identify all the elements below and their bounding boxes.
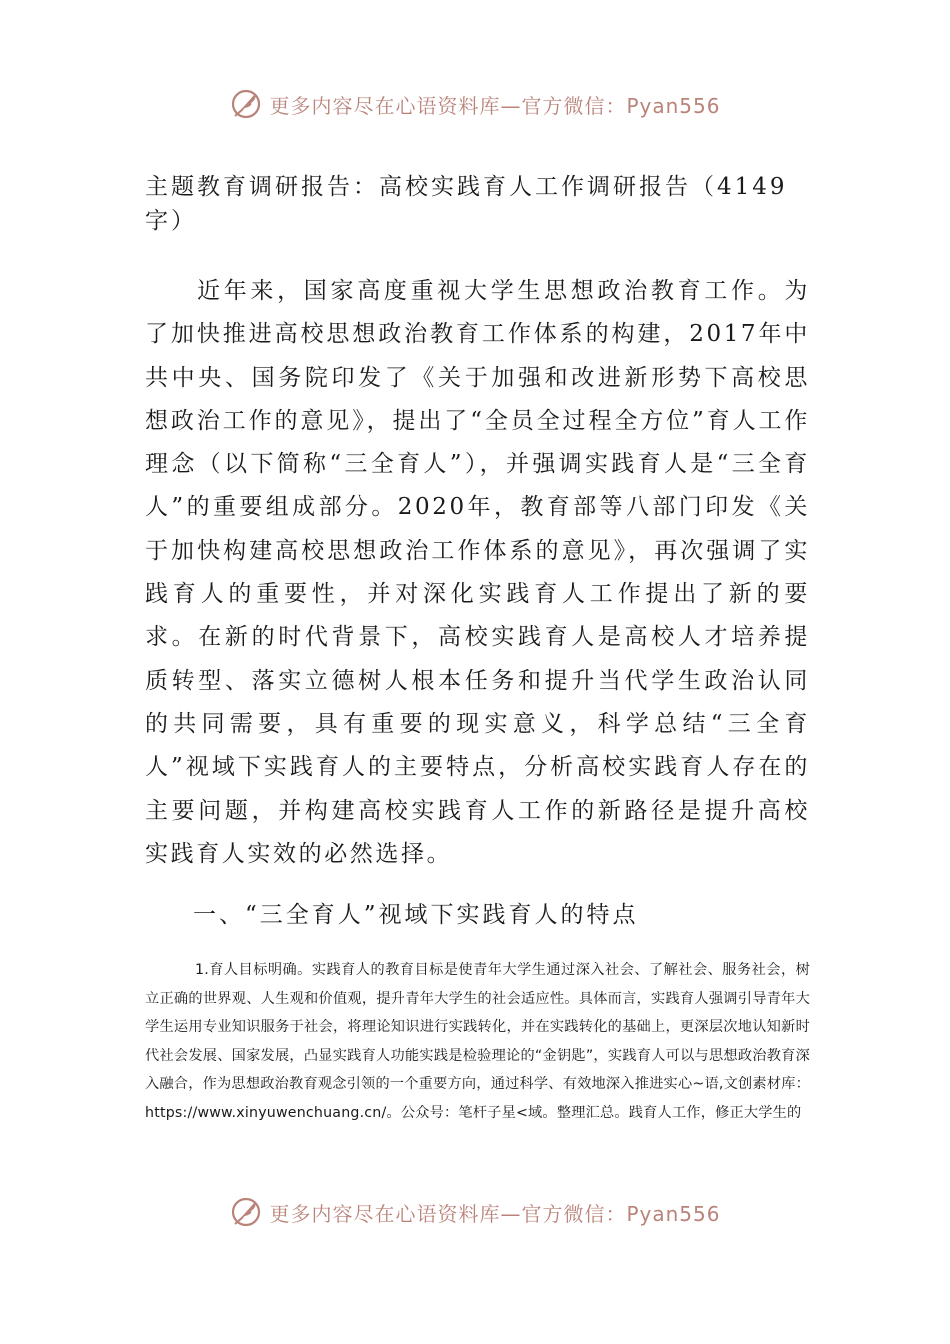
banner-text: 更多内容尽在心语资料库—官方微信：Pyan556 xyxy=(269,1201,721,1226)
intro-paragraph: 近年来，国家高度重视大学生思想政治教育工作。为了加快推进高校思想政治教育工作体系的构建，2017年中共中央、国务院印发了《关于加强和改进新形势下高校思想政治工作的意见》，提出了“全员全过程全方位”育人工作理念（以下简称“三全育人”），并强调实践育人是“三全育人”的重要组成部分。2020年，教育部等八部门印发《关于加快构建高校思想政治工作体系的意见》，再次强调了实践育人的重要性，并对深化实践育人工作提出了新的要求。在新的时代背景下，高校实践育人是高校人才培养提质转型、落实立德树人根本任务和提升当代学生政治认同的共同需要，具有重要的现实意义，科学总结“三全育人”视域下实践育人的主要特点，分析高校实践育人存在的主要问题，并构建高校实践育人工作的新路径是提升高校实践育人实效的必然选择。 xyxy=(145,278,810,867)
footer-banner xyxy=(0,1192,950,1232)
quill-logo-icon xyxy=(229,1195,263,1229)
document-title: 主题教育调研报告：高校实践育人工作调研报告（4149字） xyxy=(145,174,788,234)
quill-logo-icon xyxy=(229,87,263,121)
section-heading: 一、“三全育人”视域下实践育人的特点 xyxy=(193,902,639,928)
header-banner xyxy=(0,84,950,124)
body-paragraph: 1.育人目标明确。实践育人的教育目标是使青年大学生通过深入社会、了解社会、服务社会，树立正确的世界观、人生观和价值观，提升青年大学生的社会适应性。具体而言，实践育人强调引导青年大学生运用专业知识服务于社会，将理论知识进行实践转化，并在实践转化的基础上，更深层次地认知新时代社会发展、国家发展，凸显实践育人功能实践是检验理论的“金钥匙”，实践育人可以与思想政治教育深入融合，作为思想政治教育观念引领的一个重要方向，通过科学、有效地深入推进实心~语,文创素材库：https://www.xinyuwenchuang.cn/。公众号：笔杆子星<域。整理汇总。践育人工作，修正大学生的 xyxy=(145,962,810,1121)
banner-text: 更多内容尽在心语资料库—官方微信：Pyan556 xyxy=(269,93,721,118)
